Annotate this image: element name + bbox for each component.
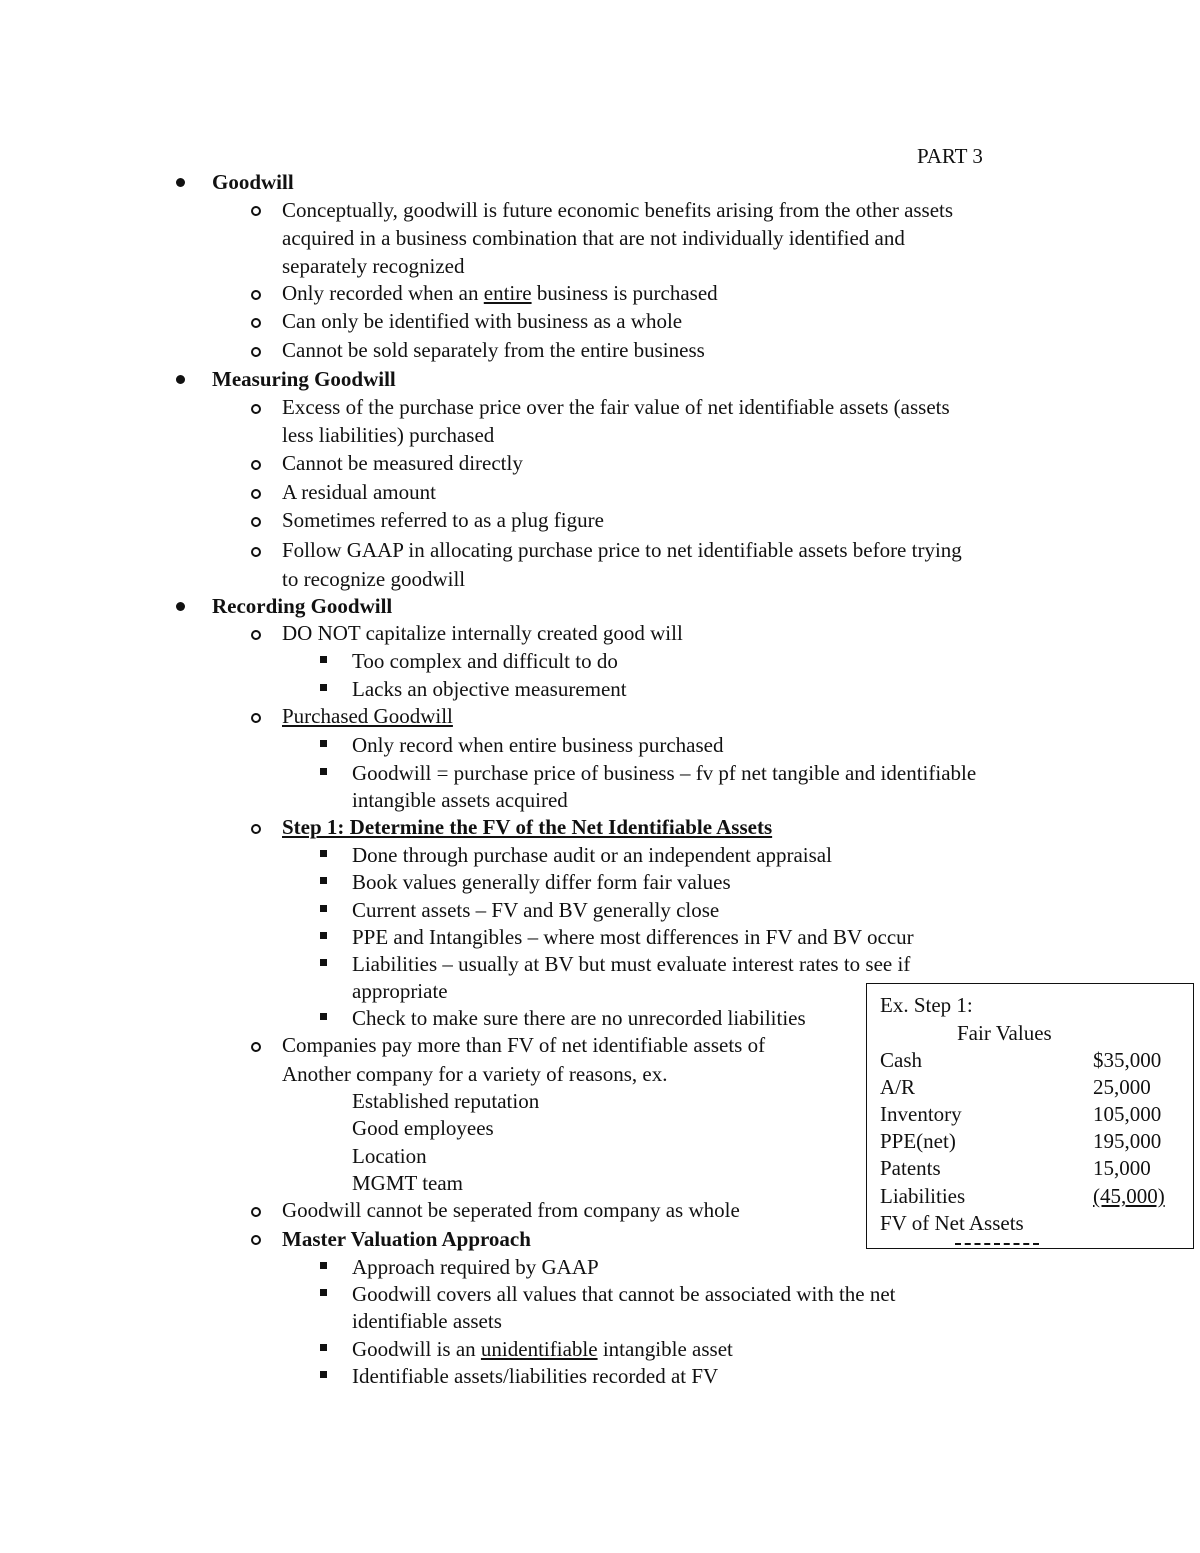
circle-bullet-icon — [251, 824, 261, 834]
sub-list-item-continued: identifiable assets — [352, 1309, 502, 1333]
example-box-subtitle: Fair Values — [957, 1021, 1052, 1045]
square-bullet-icon — [320, 959, 327, 966]
sub-list-item: Too complex and difficult to do — [352, 649, 618, 673]
example-box — [866, 983, 1194, 1249]
sub-list-item: Approach required by GAAP — [352, 1255, 599, 1279]
bullet-icon — [176, 178, 185, 187]
square-bullet-icon — [320, 1262, 327, 1269]
circle-bullet-icon — [251, 318, 261, 328]
list-item: Sometimes referred to as a plug figure — [282, 508, 604, 532]
list-item: Excess of the purchase price over the fair value of net identifiable assets (assets — [282, 395, 950, 419]
square-bullet-icon — [320, 656, 327, 663]
list-item: Companies pay more than FV of net identifiable assets of — [282, 1033, 766, 1057]
sub-list-item: Goodwill is an unidentifiable intangible asset — [352, 1337, 733, 1361]
square-bullet-icon — [320, 768, 327, 775]
reason-item: Good employees — [352, 1116, 494, 1140]
clipped-total-mark — [955, 1243, 1039, 1245]
fv-row-value: 195,000 — [1093, 1129, 1162, 1153]
circle-bullet-icon — [251, 206, 261, 216]
sub-list-item-continued: appropriate — [352, 979, 448, 1003]
fv-row-label: A/R — [880, 1075, 916, 1099]
fv-row-label: Cash — [880, 1048, 922, 1072]
section-title-measuring: Measuring Goodwill — [212, 367, 396, 391]
sub-list-item: Lacks an objective measurement — [352, 677, 627, 701]
fv-row-value: (45,000) — [1093, 1184, 1165, 1208]
list-item: Goodwill cannot be seperated from company as whole — [282, 1198, 740, 1222]
sub-list-item: PPE and Intangibles – where most differences in FV and BV occur — [352, 925, 914, 949]
sub-list-item: Goodwill = purchase price of business – fv pf net tangible and identifiable — [352, 761, 977, 785]
square-bullet-icon — [320, 877, 327, 884]
sub-list-item-continued: intangible assets acquired — [352, 788, 568, 812]
circle-bullet-icon — [251, 517, 261, 527]
reason-item: MGMT team — [352, 1171, 464, 1195]
list-item: Conceptually, goodwill is future economic benefits arising from the other assets — [282, 198, 954, 222]
list-item-continued: acquired in a business combination that are not individually identified and — [282, 226, 905, 250]
fv-row-label: Patents — [880, 1156, 941, 1180]
circle-bullet-icon — [251, 1235, 261, 1245]
list-item: Only recorded when an entire business is purchased — [282, 281, 718, 305]
square-bullet-icon — [320, 932, 327, 939]
reason-item: Established reputation — [352, 1089, 540, 1113]
sub-list-item: Current assets – FV and BV generally close — [352, 898, 720, 922]
square-bullet-icon — [320, 740, 327, 747]
square-bullet-icon — [320, 1013, 327, 1020]
square-bullet-icon — [320, 1344, 327, 1351]
square-bullet-icon — [320, 1371, 327, 1378]
sub-list-item: Goodwill covers all values that cannot be associated with the net — [352, 1282, 896, 1306]
section-title-recording: Recording Goodwill — [212, 594, 393, 618]
fv-row-value: 15,000 — [1093, 1156, 1151, 1180]
sub-list-item: Identifiable assets/liabilities recorded at FV — [352, 1364, 719, 1388]
bullet-icon — [176, 602, 185, 611]
circle-bullet-icon — [251, 1042, 261, 1052]
list-item: Follow GAAP in allocating purchase price to net identifiable assets before trying — [282, 538, 962, 562]
list-item-continued: separately recognized — [282, 254, 465, 278]
example-box-title: Ex. Step 1: — [880, 993, 973, 1017]
circle-bullet-icon — [251, 347, 261, 357]
circle-bullet-icon — [251, 630, 261, 640]
square-bullet-icon — [320, 905, 327, 912]
list-item-purchased-goodwill: Purchased Goodwill — [282, 704, 453, 728]
list-item: A residual amount — [282, 480, 436, 504]
fv-row-value: 25,000 — [1093, 1075, 1151, 1099]
circle-bullet-icon — [251, 404, 261, 414]
list-item: DO NOT capitalize internally created good will — [282, 621, 683, 645]
list-item-continued: less liabilities) purchased — [282, 423, 495, 447]
list-item: Cannot be measured directly — [282, 451, 523, 475]
circle-bullet-icon — [251, 713, 261, 723]
circle-bullet-icon — [251, 1207, 261, 1217]
circle-bullet-icon — [251, 547, 261, 557]
square-bullet-icon — [320, 684, 327, 691]
sub-list-item: Liabilities – usually at BV but must evaluate interest rates to see if — [352, 952, 911, 976]
sub-list-item: Book values generally differ form fair values — [352, 870, 731, 894]
sub-list-item: Only record when entire business purchased — [352, 733, 724, 757]
fv-row-label: Inventory — [880, 1102, 962, 1126]
list-item-continued: Another company for a variety of reasons, ex. — [282, 1062, 668, 1086]
fv-row-label: PPE(net) — [880, 1129, 956, 1153]
circle-bullet-icon — [251, 290, 261, 300]
list-item-master-valuation: Master Valuation Approach — [282, 1227, 531, 1251]
reason-item: Location — [352, 1144, 427, 1168]
sub-list-item: Check to make sure there are no unrecorded liabilities — [352, 1006, 806, 1030]
fv-row-value: 105,000 — [1093, 1102, 1162, 1126]
sub-list-item: Done through purchase audit or an independent appraisal — [352, 843, 832, 867]
fv-row-value: $35,000 — [1093, 1048, 1162, 1072]
bullet-icon — [176, 375, 185, 384]
list-item-continued: to recognize goodwill — [282, 567, 466, 591]
section-title-goodwill: Goodwill — [212, 170, 294, 194]
circle-bullet-icon — [251, 460, 261, 470]
page-header: PART 3 — [917, 144, 983, 168]
fv-total-label: FV of Net Assets — [880, 1211, 1024, 1235]
square-bullet-icon — [320, 1289, 327, 1296]
list-item-step1: Step 1: Determine the FV of the Net Identifiable Assets — [282, 815, 773, 839]
square-bullet-icon — [320, 850, 327, 857]
fv-row-label: Liabilities — [880, 1184, 966, 1208]
list-item: Cannot be sold separately from the entire business — [282, 338, 705, 362]
circle-bullet-icon — [251, 489, 261, 499]
list-item: Can only be identified with business as a whole — [282, 309, 683, 333]
